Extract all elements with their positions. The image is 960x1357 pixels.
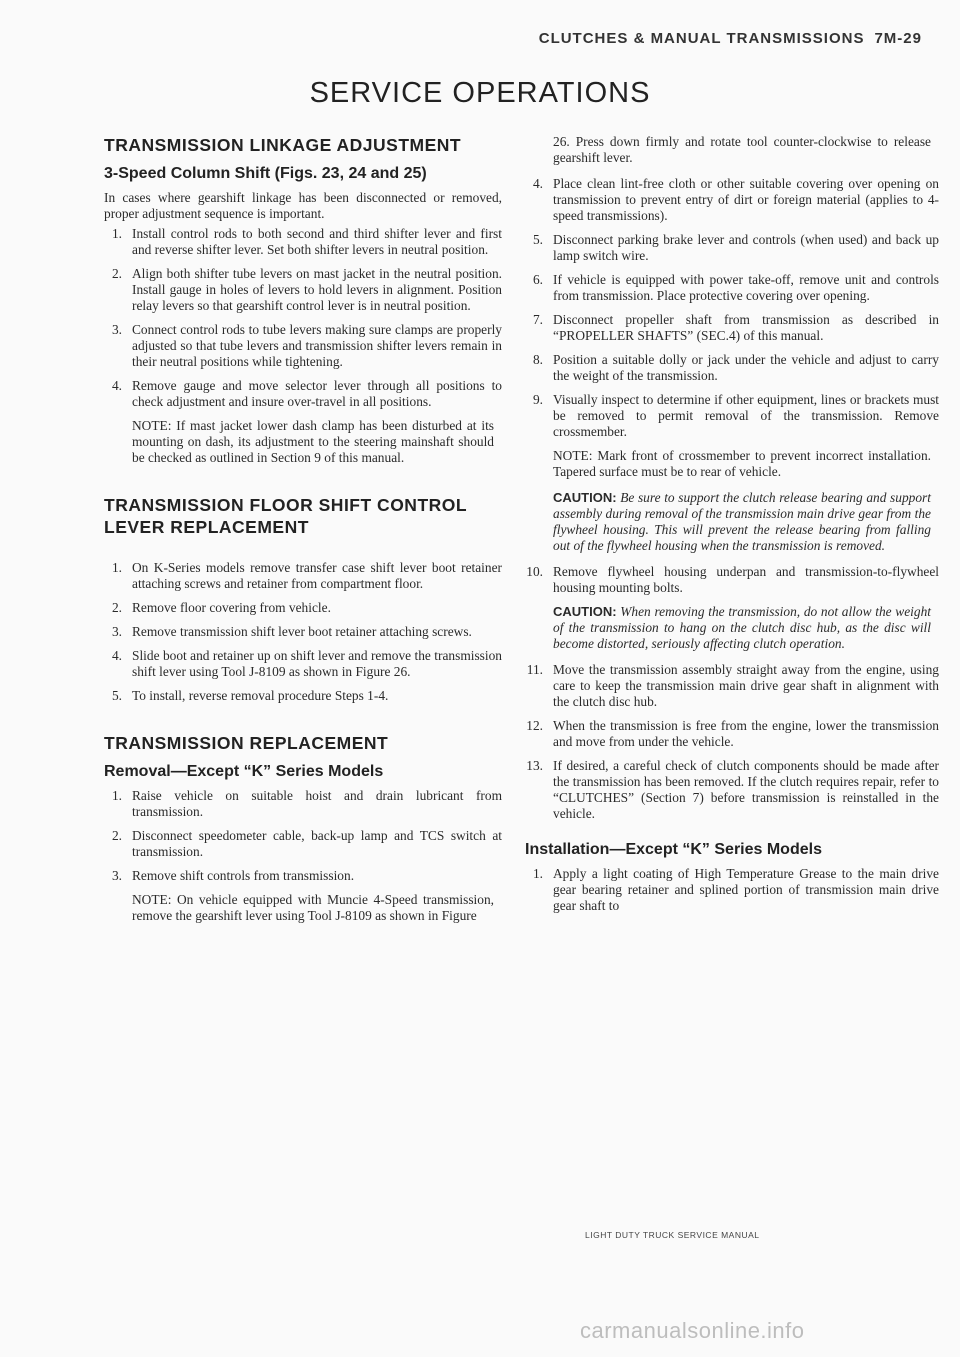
step-number: 1. <box>111 560 122 575</box>
step-text: Raise vehicle on suitable hoist and drain lubricant from transmission. <box>132 788 502 819</box>
list-item <box>525 662 939 710</box>
step-number: 1. <box>111 788 122 803</box>
list-item <box>104 322 502 370</box>
step-text: Slide boot and retainer up on shift lever and remove the transmission shift lever using Tool J-8109 as shown in Figure 26. <box>132 648 502 679</box>
step-text: Connect control rods to tube levers making sure clamps are properly adjusted so that tube levers and transmission shifter levers remain in their neutral positions while tightening. <box>132 322 502 369</box>
list-item <box>104 624 502 640</box>
step-text: To install, reverse removal procedure Steps 1-4. <box>132 688 389 703</box>
step-number: 4. <box>111 648 122 663</box>
removal-steps-continued <box>525 176 939 440</box>
step-number: 3. <box>111 868 122 883</box>
list-item <box>104 688 502 704</box>
list-item <box>104 788 502 820</box>
step-number: 1. <box>111 226 122 241</box>
floor-shift-steps <box>104 560 502 704</box>
step-text: Align both shifter tube levers on mast jacket in the neutral position. Install gauge in holes of levers to hold levers in alignment. Position relay levers so that gearshift control lever is in neutral position. <box>132 266 502 313</box>
manual-footer: LIGHT DUTY TRUCK SERVICE MANUAL <box>585 1230 760 1240</box>
step-number: 6. <box>532 272 543 287</box>
removal-subheading: Removal—Except “K” Series Models <box>104 763 384 780</box>
step-number: 2. <box>111 828 122 843</box>
linkage-intro: In cases where gearshift linkage has been disconnected or removed, proper adjustment sequence is important. <box>104 190 502 221</box>
list-item <box>104 560 502 592</box>
installation-steps <box>525 866 939 914</box>
list-item <box>525 866 939 914</box>
step-number: 1. <box>532 866 543 881</box>
list-item <box>104 828 502 860</box>
removal-steps-final <box>525 662 939 822</box>
step-number: 3. <box>111 624 122 639</box>
floor-shift-heading: TRANSMISSION FLOOR SHIFT CONTROL LEVER REPLACEMENT <box>104 495 467 537</box>
step-text: Install control rods to both second and third shifter lever and first and reverse shifter lever. Set both shifter levers in neutral position. <box>132 226 502 257</box>
crossmember-note: NOTE: Mark front of crossmember to prevent incorrect installation. Tapered surface must be to rear of vehicle. <box>553 448 931 479</box>
caution-text: Be sure to support the clutch release bearing and support assembly during removal of the transmission main drive gear from the flywheel housing. This will prevent the release bearing from falling out of the flywheel housing when the transmission is removed. <box>553 490 931 553</box>
step-text: Apply a light coating of High Temperature Grease to the main drive gear bearing retainer and splined portion of transmission main drive gear shaft to <box>553 866 939 913</box>
installation-subheading: Installation—Except “K” Series Models <box>525 841 822 858</box>
linkage-adjustment-heading: TRANSMISSION LINKAGE ADJUSTMENT <box>104 135 462 155</box>
page-title: SERVICE OPERATIONS <box>309 77 651 109</box>
list-item <box>525 272 939 304</box>
step-text: If vehicle is equipped with power take-off, remove unit and controls from transmission. Place protective covering over opening. <box>553 272 939 303</box>
step-number: 7. <box>532 312 543 327</box>
step-text: Remove floor covering from vehicle. <box>132 600 331 615</box>
step-text: Disconnect parking brake lever and controls (when used) and back up lamp switch wire. <box>553 232 939 263</box>
list-item <box>525 176 939 224</box>
step-text: Remove transmission shift lever boot retainer attaching screws. <box>132 624 472 639</box>
running-header <box>539 30 922 47</box>
list-item <box>104 600 502 616</box>
step-number: 2. <box>111 600 122 615</box>
step-number: 4. <box>111 378 122 393</box>
transmission-replacement-heading: TRANSMISSION REPLACEMENT <box>104 733 389 753</box>
step-text: Disconnect propeller shaft from transmission as described in “PROPELLER SHAFTS” (SEC.4) of this manual. <box>553 312 939 343</box>
step-text: Disconnect speedometer cable, back-up lamp and TCS switch at transmission. <box>132 828 502 859</box>
step-number: 11. <box>526 662 543 677</box>
step-text: Remove gauge and move selector lever through all positions to check adjustment and insure over-travel in all positions. <box>132 378 502 409</box>
list-item <box>525 312 939 344</box>
removal-steps <box>104 788 502 884</box>
caution-bearing <box>525 490 939 554</box>
caution-weight <box>525 604 939 652</box>
step-text: When the transmission is free from the engine, lower the transmission and move from under the vehicle. <box>553 718 939 749</box>
caution-text: When removing the transmission, do not allow the weight of the transmission to hang on the clutch disc hub, as the disc will become distorted, seriously affecting clutch operation. <box>553 604 931 651</box>
step-text: If desired, a careful check of clutch components should be made after the transmission has been removed. If the clutch requires repair, refer to “CLUTCHES” (Section 7) before transmission is reinstalled in the vehicle. <box>553 758 939 821</box>
list-item <box>525 352 939 384</box>
step-text: Move the transmission assembly straight away from the engine, using care to keep the transmission main drive gear shaft in alignment with the clutch disc hub. <box>553 662 939 709</box>
step-text: On K-Series models remove transfer case shift lever boot retainer attaching screws and retainer from compartment floor. <box>132 560 502 591</box>
list-item <box>104 226 502 258</box>
step-number: 8. <box>532 352 543 367</box>
step-text: Visually inspect to determine if other equipment, lines or brackets must be removed to permit removal of the transmission. Remove crossmember. <box>553 392 939 439</box>
caution-label: CAUTION: <box>553 490 617 505</box>
list-item <box>525 718 939 750</box>
step-number: 2. <box>111 266 122 281</box>
list-item <box>104 868 502 884</box>
list-item <box>525 232 939 264</box>
step-number: 4. <box>532 176 543 191</box>
list-item <box>525 758 939 822</box>
caution-label: CAUTION: <box>553 604 617 619</box>
header-page-number: 7M-29 <box>874 30 922 47</box>
step-number: 12. <box>526 718 543 733</box>
list-item <box>104 378 502 410</box>
step-text: Place clean lint-free cloth or other suitable covering over opening on transmission to prevent entry of dirt or foreign material (applies to 4-speed transmissions). <box>553 176 939 223</box>
list-item <box>525 392 939 440</box>
step-number: 5. <box>111 688 122 703</box>
continued-text: 26. Press down firmly and rotate tool counter-clockwise to release gearshift lever. <box>553 134 931 165</box>
step-number: 9. <box>532 392 543 407</box>
mast-jacket-note: NOTE: If mast jacket lower dash clamp has been disturbed at its mounting on dash, its adjustment to the steering mainshaft should be checked as outlined in Section 9 of this manual. <box>132 418 494 465</box>
step-number: 3. <box>111 322 122 337</box>
linkage-steps <box>104 226 502 410</box>
step-10 <box>525 564 939 596</box>
list-item: 10. Remove flywheel housing underpan and transmission-to-flywheel housing mounting bolts. <box>526 564 939 595</box>
right-column <box>525 134 939 922</box>
step-number: 5. <box>532 232 543 247</box>
muncie-note: NOTE: On vehicle equipped with Muncie 4-Speed transmission, remove the gearshift lever using Tool J-8109 as shown in Figure <box>132 892 494 923</box>
left-column <box>104 134 502 934</box>
column-shift-subheading: 3-Speed Column Shift (Figs. 23, 24 and 25) <box>104 165 427 182</box>
list-item <box>104 266 502 314</box>
list-item <box>104 648 502 680</box>
watermark: carmanualsonline.info <box>580 1318 805 1343</box>
step-text: Position a suitable dolly or jack under the vehicle and adjust to carry the weight of the transmission. <box>553 352 939 383</box>
step-text: Remove shift controls from transmission. <box>132 868 355 883</box>
header-section: CLUTCHES & MANUAL TRANSMISSIONS <box>538 30 865 47</box>
step-number: 13. <box>526 758 543 773</box>
